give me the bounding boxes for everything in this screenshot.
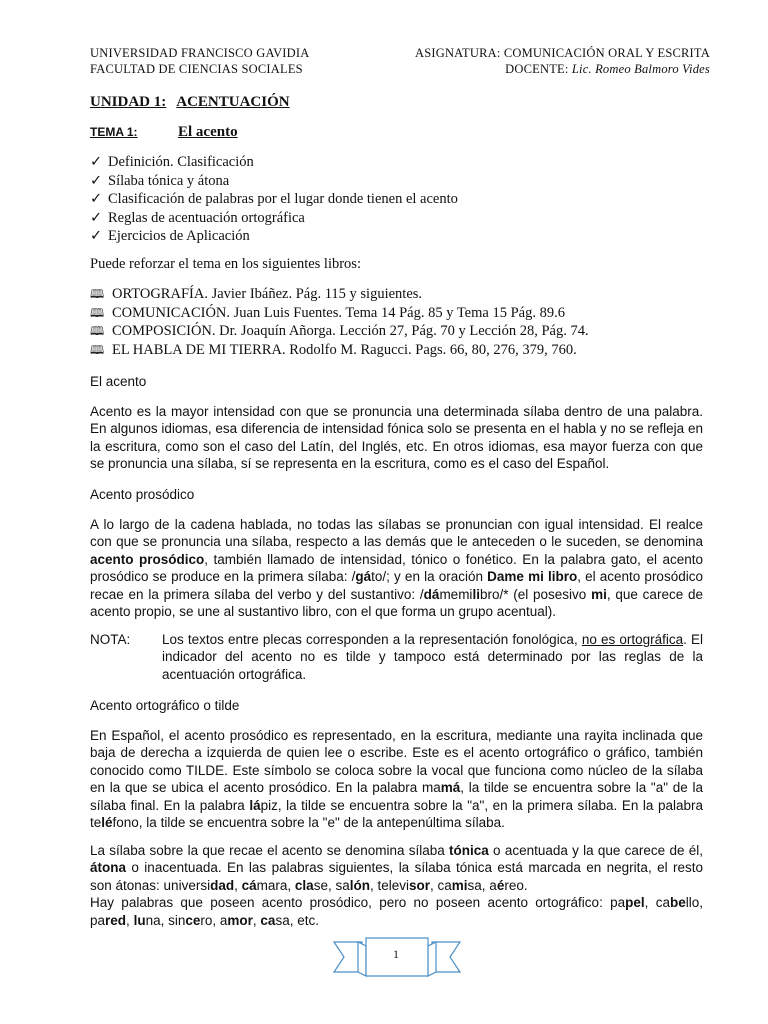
list-item: ✓ Sílaba tónica y átona [90,172,230,189]
book-icon: 🕮 [90,324,105,338]
paragraph-tonica: La sílaba sobre la que recae el acento se denomina sílaba tónica o acentuada y la que carece de él, átona o inacentuada. En las palabras siguientes, la sílaba tónica está marcada en negrita, el resto son átonas: universidad, cámara, clase, salón, televisor, camisa, aéreo. Hay palabras que poseen acento prosódico, pero no poseen acento ortográfico: papel, cabello, pared, luna, sincero, amor, casa, etc. [90,843,703,928]
university-name: UNIVERSIDAD FRANCISCO GAVIDIA [90,46,310,60]
page-number: 1 [393,947,399,961]
checkmark-icon: ✓ [90,172,103,189]
paragraph-prosodico: A lo largo de la cadena hablada, no todas las sílabas se pronuncian con igual intensidad. El realce con que se pronuncia una sílaba, respecto a las demás que le anteceden o le suceden, se denomina acento prosódico, también llamado de intensidad, tónico o fonético. En la palabra gato, el acento prosódico se produce en la primera sílaba: /gáto/; y en la oración Dame mi libro, el acento prosódico recae en la primera sílaba del verbo y del sustantivo: /dámemilibro/* (el posesivo mi, que carece de acento propio, se une al sustantivo libro, con el que forma un grupo acentual). [90,517,703,620]
list-item: ✓ Ejercicios de Aplicación [90,228,250,244]
book-icon: 🕮 [90,342,105,357]
books-intro: Puede reforzar el tema en los siguientes libros: [90,256,361,272]
checkmark-icon: ✓ [90,154,103,170]
checkmark-icon: ✓ [90,228,103,244]
section-heading-acento: El acento [90,374,147,389]
checkmark-icon: ✓ [90,191,103,207]
paragraph-acento: Acento es la mayor intensidad con que se pronuncia una determinada sílaba dentro de una palabra. En algunos idiomas, esa diferencia de intensidad fónica solo se presenta en el habla y no se refleja en la escritura, como son el caso del Latín, del Inglés, etc. En otros idiomas, esa mayor fuerza con que se pronuncia una sílaba, sí se representa en la escritura, como es el caso del Español. [90,404,703,472]
book-icon: 🕮 [90,305,105,320]
tema-heading [90,124,238,141]
nota-label: NOTA: [90,632,131,647]
list-item: ✓ Definición. Clasificación [90,154,254,170]
faculty-name: FACULTAD DE CIENCIAS SOCIALES [90,62,303,76]
list-item: 🕮 EL HABLA DE MI TIERRA. Rodolfo M. Ragucci. Pags. 66, 80, 276, 379, 760. [90,341,577,358]
book-icon: 🕮 [90,287,105,301]
list-item: 🕮 COMPOSICIÓN. Dr. Joaquín Añorga. Lección 27, Pág. 70 y Lección 28, Pág. 74. [90,323,589,339]
docente-label: DOCENTE: [505,62,569,76]
topics-list [90,153,458,246]
unit-title: ACENTUACIÓN [176,94,290,110]
tema-label: TEMA 1: [90,125,138,139]
header-left [90,45,309,77]
tema-title: El acento [178,124,238,140]
list-item: ✓ Reglas de acentuación ortográfica [90,209,305,226]
unit-label: UNIDAD 1: [90,94,167,110]
unit-heading [90,94,290,111]
list-item: 🕮 COMUNICACIÓN. Juan Luis Fuentes. Tema 14 Pág. 85 y Tema 15 Pág. 89.6 [90,304,565,321]
checkmark-icon: ✓ [90,209,103,226]
list-item: 🕮 ORTOGRAFÍA. Javier Ibáñez. Pág. 115 y siguientes. [90,286,423,302]
docente-line [415,61,710,77]
section-heading-prosodico: Acento prosódico [90,487,195,502]
books-list [90,285,589,359]
section-heading-tilde: Acento ortográfico o tilde [90,698,240,713]
subject-name: ASIGNATURA: COMUNICACIÓN ORAL Y ESCRITA [414,46,710,60]
list-item: ✓ Clasificación de palabras por el lugar donde tienen el acento [90,191,458,207]
paragraph-tilde: En Español, el acento prosódico es representado, en la escritura, mediante una rayita inclinada que baja de derecha a izquierda de quien lee o escribe. Este es el acento ortográfico o gráfico, también conocido como TILDE. Este símbolo se coloca sobre la vocal que funciona como núcleo de la sílaba en la que se ubica el acento prosódico. En la palabra mamá, la tilde se encuentra sobre la "a" de la sílaba final. En la palabra lápiz, la tilde se encuentra sobre la "a", en la primera sílaba. En la palabra teléfono, la tilde se encuentra sobre la "e" de la antepenúltima sílaba. [90,728,703,831]
docente-name: Lic. Romeo Balmoro Vides [571,62,710,76]
nota-block [90,631,703,683]
header-right [415,45,710,77]
nota-text: Los textos entre plecas corresponden a la representación fonológica, no es ortográfica. El indicador del acento no es tilde y tampoco está determinado por las reglas de la acentuación ortográfica. [162,632,703,682]
